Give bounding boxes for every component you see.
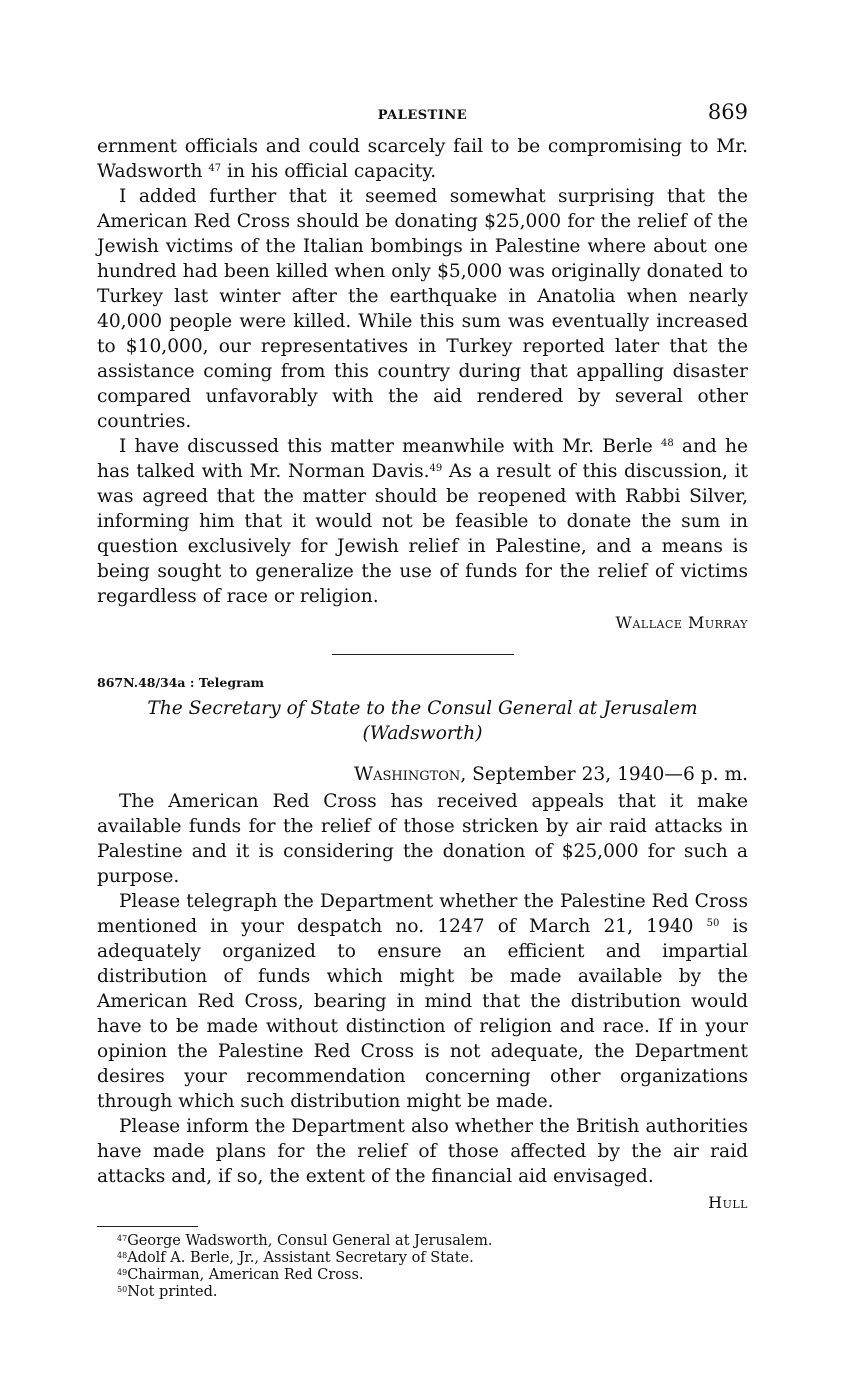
telegram-paragraph-3: Please inform the Department also whether the British authorities have made plans for the relief of those affected by the air raid attacks and, if so, the extent of the financial aid envisaged. [97,1116,748,1187]
memo-paragraph-2: I added further that it seemed somewhat surprising that the American Red Cross should be donating $25,000 for the relief of the Jewish victims of the Italian bombings in Palestine where about one hundred had been killed when only $5,000 was originally donated to Turkey last winter after the earthquake in Anatolia when nearly 40,000 people were killed. While this sum was eventually increased to $10,000, our representatives in Turkey reported later that the assistance coming from this country during that appalling disaster compared unfavorably with the aid rendered by several other countries. [97,186,748,432]
dateline-place: Washington [353,764,461,785]
document-title-line-1: The Secretary of State to the Consul General at Jerusalem [147,698,698,719]
telegram-paragraph-1: The American Red Cross has received appeals that it make available funds for the relief of those stricken by air raid attacks in Palestine and it is considering the donation of $25,000 for such a purpose. [97,791,748,887]
page [97,98,748,1301]
footnote-49: $^{49}$Chairman, American Red Cross. [117,1267,364,1283]
footnote-ref-50[interactable]: 50 [706,918,720,929]
memo-paragraph-1: ernment officials and could scarcely fail to be compromising to Mr. Wadsworth $^{47}$ in his official capacity. [97,136,748,182]
page-number: 869 [707,100,748,124]
document-title [97,696,748,746]
memo-paragraph-3: I have discussed this matter meanwhile with Mr. Berle $^{48}$ and he has talked with Mr. Norman Davis.$^{49}$ As a result of this discussion, it was agreed that the matter should be reopened with Rabbi Silver, informing him that it would not be feasible to donate the sum in question exclusively for Jewish relief in Palestine, and a means is being sought to generalize the use of funds for the relief of victims regardless of race or religion. [97,436,749,607]
footnote-ref-47[interactable]: 47 [208,163,222,174]
dateline-date: , September 23, 1940—6 p. m. [460,764,748,785]
footnote-ref-48[interactable]: 48 [660,438,674,449]
running-title: PALESTINE [377,108,468,123]
footnote-47: $^{47}$George Wadsworth, Consul General at Jerusalem. [117,1233,493,1249]
telegram-paragraph-2: Please telegraph the Department whether the Palestine Red Cross mentioned in your despatch no. 1247 of March 21, 1940 $^{50}$ is adequately organized to ensure an efficient and impartial distribution of funds which might be made available by the American Red Cross, bearing in mind that the distribution would have to be made without distinction of religion and race. If in your opinion the Palestine Red Cross is not adequate, the Department desires your recommendation concerning other organizations through which such distribution might be made. [97,891,748,1112]
memo-section [97,134,748,632]
footnotes [97,1233,748,1301]
footnote-50: $^{50}$Not printed. [117,1284,218,1300]
footnote-48: $^{48}$Adolf A. Berle, Jr., Assistant Secretary of State. [117,1250,474,1266]
section-divider [332,654,514,655]
document-title-line-2: (Wadsworth) [362,723,483,744]
footnote-ref-49[interactable]: 49 [429,463,443,474]
file-reference: 867N.48/34a : Telegram [97,675,265,690]
telegram-section [97,675,748,1212]
telegram-signature: Hull [708,1193,748,1212]
dateline [97,764,748,785]
footnote-divider [97,1226,198,1227]
running-head [97,98,748,134]
memo-signature: Wallace Murray [615,613,748,632]
